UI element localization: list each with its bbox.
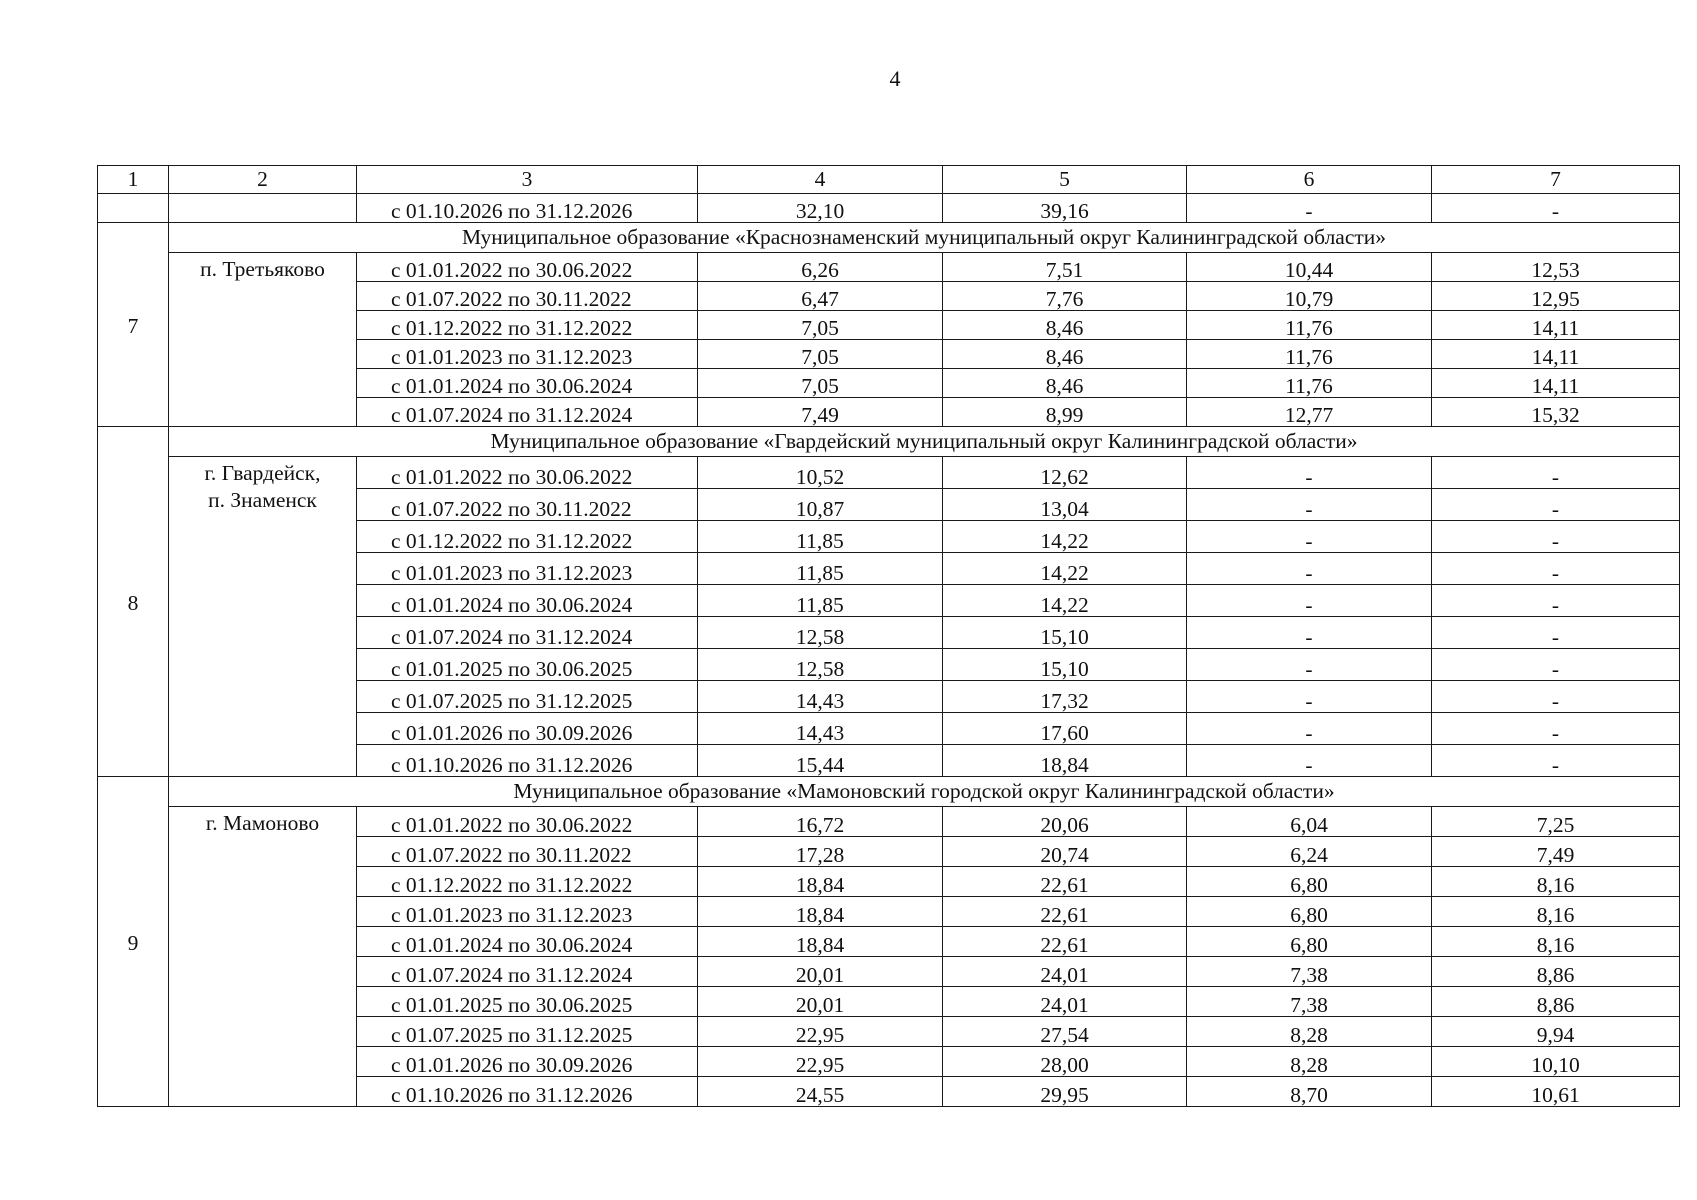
value-col5: 24,01 xyxy=(943,957,1187,987)
value-col6: - xyxy=(1187,745,1432,777)
value-col7: - xyxy=(1432,681,1680,713)
value-col4: 14,43 xyxy=(698,713,943,745)
value-col7: 10,10 xyxy=(1432,1047,1680,1077)
continuation-location-cell xyxy=(169,194,357,223)
tariff-row xyxy=(98,807,1680,837)
value-col4: 10,52 xyxy=(698,457,943,489)
value-col5: 15,10 xyxy=(943,649,1187,681)
value-col4: 12,58 xyxy=(698,617,943,649)
value-col4: 7,05 xyxy=(698,311,943,340)
value-col5: 12,62 xyxy=(943,457,1187,489)
value-col7: 15,32 xyxy=(1432,398,1680,427)
value-col6: 6,80 xyxy=(1187,867,1432,897)
location-name: г. Мамоново xyxy=(205,811,320,835)
value-col7: 14,11 xyxy=(1432,340,1680,369)
location-name: п. Третьяково xyxy=(200,257,325,281)
tariff-row xyxy=(98,457,1680,489)
column-header-5: 5 xyxy=(943,166,1187,194)
value-col4: 15,44 xyxy=(698,745,943,777)
value-col4: 12,58 xyxy=(698,649,943,681)
value-col6: 7,38 xyxy=(1187,987,1432,1017)
value-col5: 14,22 xyxy=(943,553,1187,585)
municipality-title: Муниципальное образование «Гвардейский муниципальный округ Калининградской области» xyxy=(169,427,1680,457)
municipality-title: Муниципальное образование «Мамоновский городской округ Калининградской области» xyxy=(169,777,1680,807)
value-col5: 17,32 xyxy=(943,681,1187,713)
value-col6: - xyxy=(1187,649,1432,681)
value-col7: 8,16 xyxy=(1432,867,1680,897)
value-col4: 6,47 xyxy=(698,282,943,311)
period-cell: с 01.07.2025 по 31.12.2025 xyxy=(357,681,698,713)
period-cell: с 01.01.2023 по 31.12.2023 xyxy=(357,553,698,585)
period-cell: с 01.01.2023 по 31.12.2023 xyxy=(357,340,698,369)
value-col7: - xyxy=(1432,713,1680,745)
value-col7: 10,61 xyxy=(1432,1077,1680,1107)
value-col5: 8,99 xyxy=(943,398,1187,427)
value-col4: 7,05 xyxy=(698,369,943,398)
value-col4: 32,10 xyxy=(698,194,943,223)
value-col5: 17,60 xyxy=(943,713,1187,745)
period-cell: с 01.01.2025 по 30.06.2025 xyxy=(357,649,698,681)
column-header-7: 7 xyxy=(1432,166,1680,194)
location-name: г. Гвардейск, xyxy=(204,461,321,485)
location-cell xyxy=(169,807,357,1107)
location-name: п. Знаменск xyxy=(208,487,317,512)
column-header-2: 2 xyxy=(169,166,357,194)
group-number-cell: 7 xyxy=(98,223,169,427)
period-cell: с 01.01.2022 по 30.06.2022 xyxy=(357,807,698,837)
value-col7: - xyxy=(1432,617,1680,649)
value-col5: 39,16 xyxy=(943,194,1187,223)
value-col5: 7,51 xyxy=(943,253,1187,282)
value-col7: 12,95 xyxy=(1432,282,1680,311)
value-col4: 24,55 xyxy=(698,1077,943,1107)
group-number-cell: 8 xyxy=(98,427,169,777)
value-col5: 7,76 xyxy=(943,282,1187,311)
value-col4: 11,85 xyxy=(698,521,943,553)
value-col7: 7,25 xyxy=(1432,807,1680,837)
tariff-table-container xyxy=(97,165,1679,1107)
value-col5: 28,00 xyxy=(943,1047,1187,1077)
period-cell: с 01.07.2024 по 31.12.2024 xyxy=(357,617,698,649)
value-col7: 12,53 xyxy=(1432,253,1680,282)
value-col4: 20,01 xyxy=(698,987,943,1017)
value-col6: - xyxy=(1187,713,1432,745)
value-col6: - xyxy=(1187,457,1432,489)
value-col4: 18,84 xyxy=(698,897,943,927)
value-col7: 14,11 xyxy=(1432,369,1680,398)
value-col5: 22,61 xyxy=(943,867,1187,897)
value-col6: 6,04 xyxy=(1187,807,1432,837)
value-col4: 22,95 xyxy=(698,1047,943,1077)
municipality-title-row xyxy=(98,223,1680,253)
value-col5: 15,10 xyxy=(943,617,1187,649)
value-col6: 8,28 xyxy=(1187,1047,1432,1077)
value-col7: - xyxy=(1432,745,1680,777)
period-cell: с 01.10.2026 по 31.12.2026 xyxy=(357,194,698,223)
value-col5: 22,61 xyxy=(943,927,1187,957)
municipality-title-row xyxy=(98,427,1680,457)
value-col5: 20,06 xyxy=(943,807,1187,837)
column-header-6: 6 xyxy=(1187,166,1432,194)
period-cell: с 01.01.2026 по 30.09.2026 xyxy=(357,713,698,745)
value-col6: 7,38 xyxy=(1187,957,1432,987)
location-cell xyxy=(169,457,357,777)
value-col4: 17,28 xyxy=(698,837,943,867)
value-col6: 11,76 xyxy=(1187,311,1432,340)
value-col4: 18,84 xyxy=(698,867,943,897)
value-col5: 20,74 xyxy=(943,837,1187,867)
municipality-title-row xyxy=(98,777,1680,807)
value-col6: 6,24 xyxy=(1187,837,1432,867)
value-col6: - xyxy=(1187,194,1432,223)
value-col6: 6,80 xyxy=(1187,927,1432,957)
value-col6: - xyxy=(1187,681,1432,713)
value-col7: - xyxy=(1432,194,1680,223)
page-number: 4 xyxy=(889,66,901,91)
value-col4: 11,85 xyxy=(698,553,943,585)
value-col7: - xyxy=(1432,489,1680,521)
period-cell: с 01.01.2022 по 30.06.2022 xyxy=(357,457,698,489)
value-col4: 10,87 xyxy=(698,489,943,521)
continuation-row xyxy=(98,194,1680,223)
period-cell: с 01.01.2024 по 30.06.2024 xyxy=(357,585,698,617)
value-col5: 8,46 xyxy=(943,340,1187,369)
period-cell: с 01.01.2025 по 30.06.2025 xyxy=(357,987,698,1017)
period-cell: с 01.07.2022 по 30.11.2022 xyxy=(357,837,698,867)
value-col4: 20,01 xyxy=(698,957,943,987)
column-header-3: 3 xyxy=(357,166,698,194)
period-cell: с 01.07.2025 по 31.12.2025 xyxy=(357,1017,698,1047)
column-header-4: 4 xyxy=(698,166,943,194)
period-cell: с 01.07.2024 по 31.12.2024 xyxy=(357,398,698,427)
period-cell: с 01.01.2024 по 30.06.2024 xyxy=(357,927,698,957)
value-col4: 14,43 xyxy=(698,681,943,713)
value-col7: 8,86 xyxy=(1432,987,1680,1017)
tariff-row xyxy=(98,253,1680,282)
value-col4: 16,72 xyxy=(698,807,943,837)
value-col5: 8,46 xyxy=(943,369,1187,398)
value-col6: - xyxy=(1187,585,1432,617)
value-col7: - xyxy=(1432,521,1680,553)
value-col7: - xyxy=(1432,585,1680,617)
value-col4: 11,85 xyxy=(698,585,943,617)
value-col7: 8,16 xyxy=(1432,927,1680,957)
value-col4: 18,84 xyxy=(698,927,943,957)
column-header-1: 1 xyxy=(98,166,169,194)
value-col5: 14,22 xyxy=(943,521,1187,553)
period-cell: с 01.07.2024 по 31.12.2024 xyxy=(357,957,698,987)
period-cell: с 01.12.2022 по 31.12.2022 xyxy=(357,867,698,897)
value-col4: 6,26 xyxy=(698,253,943,282)
value-col7: - xyxy=(1432,649,1680,681)
value-col6: - xyxy=(1187,553,1432,585)
table-body xyxy=(98,166,1680,1107)
group-number-cell: 9 xyxy=(98,777,169,1107)
value-col6: 11,76 xyxy=(1187,340,1432,369)
value-col4: 22,95 xyxy=(698,1017,943,1047)
period-cell: с 01.01.2026 по 30.09.2026 xyxy=(357,1047,698,1077)
municipality-title: Муниципальное образование «Краснознаменский муниципальный округ Калининградской области» xyxy=(169,223,1680,253)
period-cell: с 01.01.2024 по 30.06.2024 xyxy=(357,369,698,398)
value-col6: 6,80 xyxy=(1187,897,1432,927)
value-col4: 7,49 xyxy=(698,398,943,427)
value-col5: 13,04 xyxy=(943,489,1187,521)
value-col5: 8,46 xyxy=(943,311,1187,340)
value-col7: 14,11 xyxy=(1432,311,1680,340)
value-col6: 11,76 xyxy=(1187,369,1432,398)
period-cell: с 01.10.2026 по 31.12.2026 xyxy=(357,745,698,777)
value-col6: 12,77 xyxy=(1187,398,1432,427)
value-col7: 8,16 xyxy=(1432,897,1680,927)
location-cell xyxy=(169,253,357,427)
value-col5: 22,61 xyxy=(943,897,1187,927)
period-cell: с 01.01.2023 по 31.12.2023 xyxy=(357,897,698,927)
value-col5: 29,95 xyxy=(943,1077,1187,1107)
period-cell: с 01.07.2022 по 30.11.2022 xyxy=(357,489,698,521)
continuation-num-cell xyxy=(98,194,169,223)
value-col6: 10,79 xyxy=(1187,282,1432,311)
value-col7: 8,86 xyxy=(1432,957,1680,987)
value-col6: - xyxy=(1187,489,1432,521)
period-cell: с 01.12.2022 по 31.12.2022 xyxy=(357,311,698,340)
value-col5: 18,84 xyxy=(943,745,1187,777)
value-col6: 8,70 xyxy=(1187,1077,1432,1107)
value-col7: - xyxy=(1432,553,1680,585)
period-cell: с 01.10.2026 по 31.12.2026 xyxy=(357,1077,698,1107)
value-col6: - xyxy=(1187,617,1432,649)
tariff-table xyxy=(97,165,1680,1107)
value-col7: 9,94 xyxy=(1432,1017,1680,1047)
period-cell: с 01.01.2022 по 30.06.2022 xyxy=(357,253,698,282)
value-col6: - xyxy=(1187,521,1432,553)
value-col5: 27,54 xyxy=(943,1017,1187,1047)
value-col5: 24,01 xyxy=(943,987,1187,1017)
value-col4: 7,05 xyxy=(698,340,943,369)
column-number-header-row xyxy=(98,166,1680,194)
value-col6: 10,44 xyxy=(1187,253,1432,282)
value-col6: 8,28 xyxy=(1187,1017,1432,1047)
value-col7: 7,49 xyxy=(1432,837,1680,867)
value-col7: - xyxy=(1432,457,1680,489)
period-cell: с 01.07.2022 по 30.11.2022 xyxy=(357,282,698,311)
period-cell: с 01.12.2022 по 31.12.2022 xyxy=(357,521,698,553)
value-col5: 14,22 xyxy=(943,585,1187,617)
